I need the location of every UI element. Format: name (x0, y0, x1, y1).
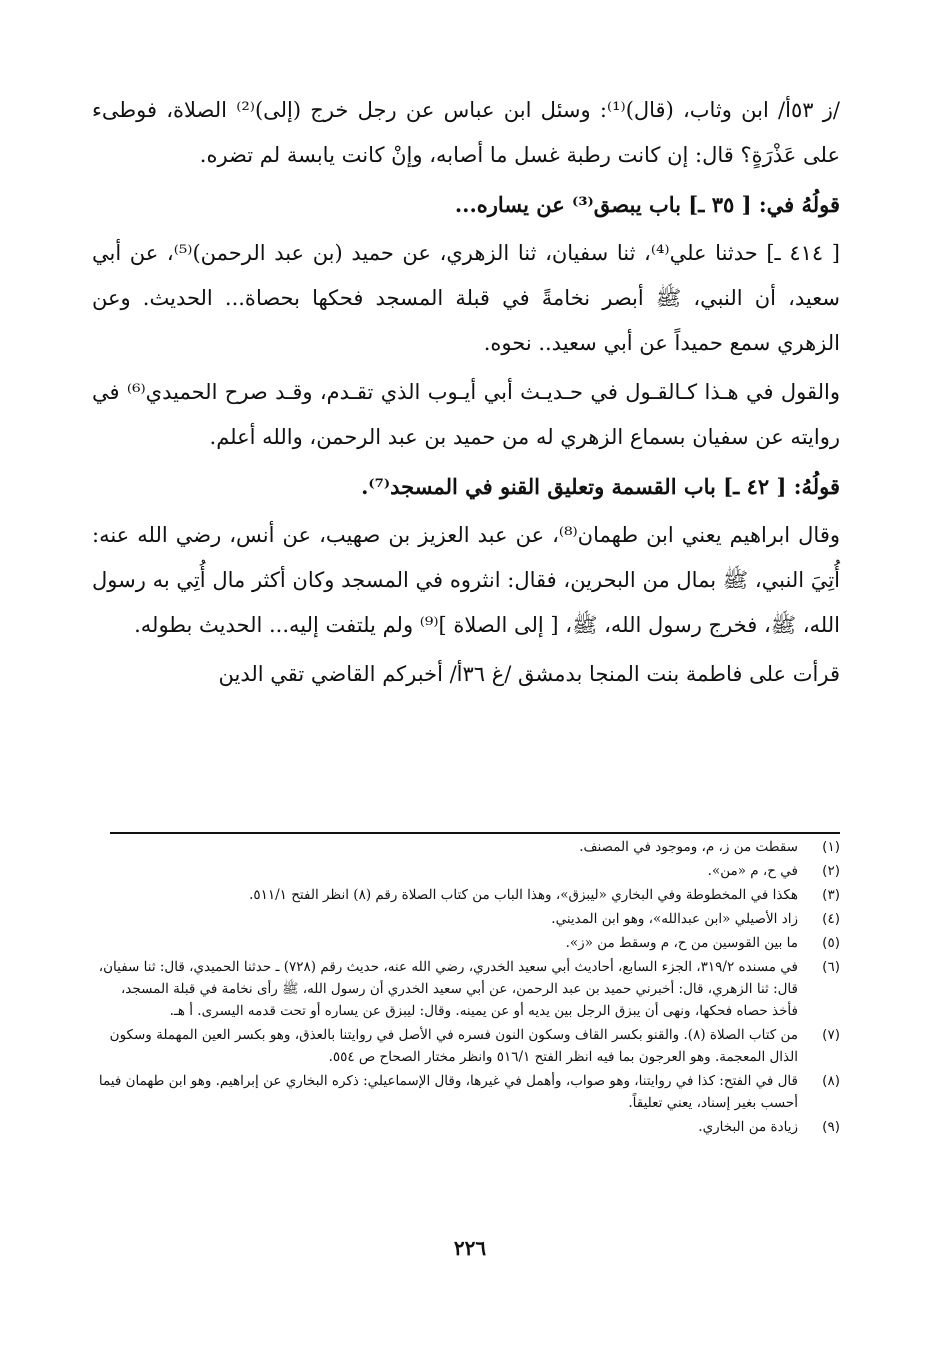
footnote-number: (٣) (822, 886, 840, 903)
footnote-text: زيادة من البخاري. (698, 1118, 798, 1135)
page-number: ٢٢٦ (453, 1236, 487, 1260)
section-heading: قولُهُ في: [ ٣٥ ـ] باب يبصق⁽³⁾ عن يساره... (454, 192, 840, 217)
footnote-number: (١) (822, 838, 840, 855)
footnote-number: (٦) (822, 958, 840, 975)
footnote (92, 1116, 840, 1138)
footnote-number: (٨) (822, 1072, 840, 1089)
footnotes (92, 832, 840, 1138)
footnote-text: في ح، م «من». (707, 862, 798, 879)
paragraph: [ ٤١٤ ـ] حدثنا علي⁽⁴⁾، ثنا سفيان، ثنا الزهري، عن حميد (بن عبد الرحمن)⁽⁵⁾، عن أبي سعيد، أن النبي، ﷺ أبصر نخامةً في قبلة المسجد فحكها بحصاة... الحديث. وعن الزهري سمع حميداً عن أبي سعيد.. نحوه. (92, 241, 840, 355)
footnote-text: من كتاب الصلاة (٨). والقنو بكسر القاف وسكون النون فسره في الأصل في روايتنا بالعذق، وهو بكسر العين المهملة وسكون الذال المعجمة. وهو العرجون بما فيه انظر الفتح ٥١٦/١ وانظر مختار الصحاح ص ٥٥٤. (109, 1026, 798, 1065)
footnote-number: (٥) (822, 934, 840, 951)
section-heading: قولُهُ: [ ٤٢ ـ] باب القسمة وتعليق القنو في المسجد⁽⁷⁾. (361, 474, 840, 499)
footnote (92, 860, 840, 882)
footnote (92, 1024, 840, 1068)
paragraph: وقال ابراهيم يعني ابن طهمان⁽⁸⁾، عن عبد العزيز بن صهيب، عن أنس، رضي الله عنه: أُتِيَ النبي، ﷺ بمال من البحرين، فقال: انثروه في المسجد وكان أكثر مال أُتِي به رسول الله، ﷺ، فخرج رسول الله، ﷺ، [ إلى الصلاة ]⁽⁹⁾ ولم يلتفت إليه... الحديث بطوله. (92, 523, 840, 637)
footnote (92, 884, 840, 906)
paragraph: والقول في هـذا كـالقـول في حـديـث أبي أيـوب الذي تقـدم، وقـد صرح الحميدي⁽⁶⁾ في روايته عن سفيان بسماع الزهري له من حميد بن عبد الرحمن، والله أعلم. (92, 380, 840, 449)
footnote-number: (٤) (822, 910, 840, 927)
main-text (92, 88, 840, 697)
footnote (92, 932, 840, 954)
paragraph-last-line: قرأت على فاطمة بنت المنجا بدمشق /غ ٣٦أ/ أخبركم القاضي تقي الدين (218, 662, 840, 686)
footnote (92, 908, 840, 930)
footnote (92, 956, 840, 1022)
footnote-number: (٢) (822, 862, 840, 879)
footnote-number: (٧) (822, 1026, 840, 1043)
footnote-text: ما بين القوسين من ح، م وسقط من «ز». (565, 934, 798, 951)
footnote (92, 836, 840, 858)
footnote-text: زاد الأصيلي «ابن عبدالله»، وهو ابن المديني. (551, 910, 798, 927)
footnote-text: في مسنده ٣١٩/٢، الجزء السابع، أحاديث أبي سعيد الخدري، رضي الله عنه، حديث رقم (٧٢٨) ـ حدثنا الحميدي، قال: ثنا سفيان، قال: ثنا الزهري، قال: أخبرني حميد بن عبد الرحمن، عن أبي سعيد الخدري أن رسول الله، ﷺ رأى نخامة في قبلة المسجد، فأخذ حصاه فحكها، ونهى أن يبزق الرجل بين يديه أو عن يمينه. وقال: ليبزق عن يساره أو تحت قدمه اليسرى. أ هـ. (98, 958, 798, 1019)
footnote-text: قال في الفتح: كذا في روايتنا، وهو صواب، وأهمل في غيرها، وقال الإسماعيلي: ذكره البخاري عن إبراهيم. وهو ابن طهمان فيما أحسب بغير إسناد، يعني تعليقاً. (98, 1072, 798, 1111)
footnote-number: (٩) (822, 1118, 840, 1135)
footnote (92, 1070, 840, 1114)
footnote-divider (110, 832, 840, 834)
footnote-text: سقطت من ز، م، وموجود في المصنف. (579, 838, 798, 855)
paragraph: /ز ٥٣أ/ ابن وثاب، (قال)⁽¹⁾: وسئل ابن عباس عن رجل خرج (إلى)⁽²⁾ الصلاة، فوطىء على عَذْرَةٍ؟ قال: إن كانت رطبة غسل ما أصابه، وإنْ كانت يابسة لم تضره. (92, 98, 840, 167)
footnote-text: هكذا في المخطوطة وفي البخاري «ليبزق»، وهذا الباب من كتاب الصلاة رقم (٨) انظر الفتح ٥١١/١. (249, 886, 798, 903)
